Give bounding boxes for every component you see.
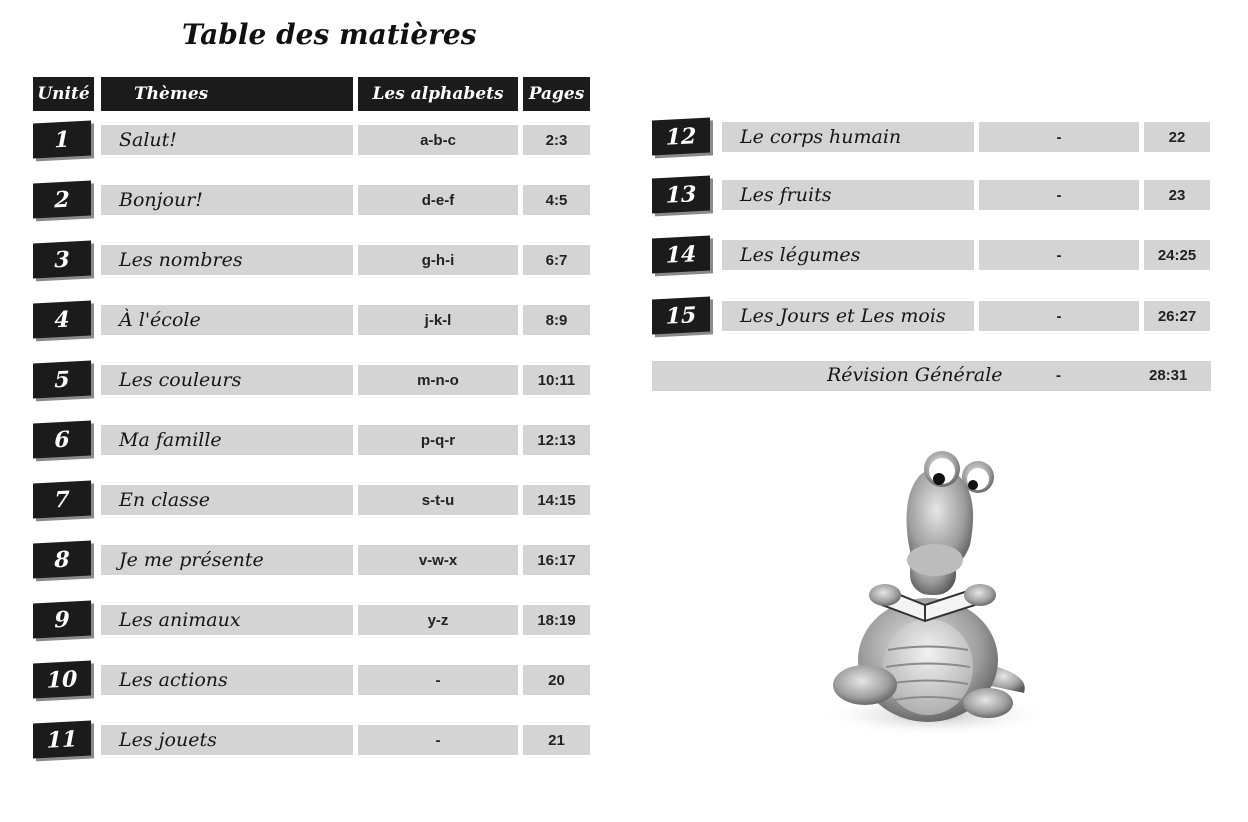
theme-cell: Le corps humain xyxy=(722,122,974,152)
theme-cell: Les Jours et Les mois xyxy=(722,301,974,331)
toc-row xyxy=(33,542,593,578)
theme-cell: Bonjour! xyxy=(101,185,353,215)
pages-cell: 26:27 xyxy=(1144,301,1210,331)
crocodile-mascot-icon xyxy=(810,445,1060,745)
header-unit: Unité xyxy=(33,77,94,111)
alphabet-cell: - xyxy=(358,665,518,695)
toc-row xyxy=(33,362,593,398)
header-alphabets: Les alphabets xyxy=(358,77,518,111)
alphabet-cell: a-b-c xyxy=(358,125,518,155)
toc-row xyxy=(33,242,593,278)
pages-cell: 16:17 xyxy=(523,545,590,575)
revision-row xyxy=(652,361,1211,391)
pages-cell: 8:9 xyxy=(523,305,590,335)
page-title: Table des matières xyxy=(182,18,477,51)
toc-row xyxy=(652,237,1212,273)
header-pages: Pages xyxy=(523,77,590,111)
unit-number: 3 xyxy=(33,240,91,278)
theme-cell: Les couleurs xyxy=(101,365,353,395)
toc-row xyxy=(33,662,593,698)
theme-cell: Les nombres xyxy=(101,245,353,275)
alphabet-cell: - xyxy=(979,122,1139,152)
revision-pages: 28:31 xyxy=(1149,367,1188,384)
pages-cell: 4:5 xyxy=(523,185,590,215)
unit-number: 15 xyxy=(652,296,710,334)
theme-cell: Je me présente xyxy=(101,545,353,575)
theme-cell: En classe xyxy=(101,485,353,515)
theme-cell: Les animaux xyxy=(101,605,353,635)
unit-number: 7 xyxy=(33,480,91,518)
toc-row xyxy=(33,122,593,158)
theme-cell: Les actions xyxy=(101,665,353,695)
pages-cell: 21 xyxy=(523,725,590,755)
toc-row xyxy=(652,177,1212,213)
header-themes: Thèmes xyxy=(101,77,353,111)
theme-cell: Ma famille xyxy=(101,425,353,455)
alphabet-cell: - xyxy=(979,240,1139,270)
pages-cell: 2:3 xyxy=(523,125,590,155)
alphabet-cell: - xyxy=(979,180,1139,210)
pages-cell: 6:7 xyxy=(523,245,590,275)
pages-cell: 14:15 xyxy=(523,485,590,515)
alphabet-cell: m-n-o xyxy=(358,365,518,395)
alphabet-cell: s-t-u xyxy=(358,485,518,515)
pages-cell: 22 xyxy=(1144,122,1210,152)
alphabet-cell: y-z xyxy=(358,605,518,635)
pages-cell: 10:11 xyxy=(523,365,590,395)
unit-number: 13 xyxy=(652,175,710,213)
pages-cell: 18:19 xyxy=(523,605,590,635)
alphabet-cell: p-q-r xyxy=(358,425,518,455)
unit-number: 8 xyxy=(33,540,91,578)
alphabet-cell: j-k-l xyxy=(358,305,518,335)
theme-cell: Les fruits xyxy=(722,180,974,210)
unit-number: 10 xyxy=(33,660,91,698)
toc-row xyxy=(33,182,593,218)
pages-cell: 23 xyxy=(1144,180,1210,210)
alphabet-cell: - xyxy=(358,725,518,755)
pages-cell: 24:25 xyxy=(1144,240,1210,270)
theme-cell: Les jouets xyxy=(101,725,353,755)
alphabet-cell: g-h-i xyxy=(358,245,518,275)
unit-number: 5 xyxy=(33,360,91,398)
unit-number: 4 xyxy=(33,300,91,338)
toc-row xyxy=(33,602,593,638)
revision-label: Révision Générale xyxy=(827,364,1003,386)
toc-row xyxy=(652,298,1212,334)
unit-number: 12 xyxy=(652,117,710,155)
alphabet-cell: - xyxy=(979,301,1139,331)
unit-number: 1 xyxy=(33,120,91,158)
alphabet-cell: d-e-f xyxy=(358,185,518,215)
theme-cell: Salut! xyxy=(101,125,353,155)
theme-cell: À l'école xyxy=(101,305,353,335)
pages-cell: 12:13 xyxy=(523,425,590,455)
pages-cell: 20 xyxy=(523,665,590,695)
unit-number: 9 xyxy=(33,600,91,638)
alphabet-cell: v-w-x xyxy=(358,545,518,575)
revision-alphabet: - xyxy=(1056,367,1061,384)
unit-number: 2 xyxy=(33,180,91,218)
unit-number: 11 xyxy=(33,720,91,758)
toc-row xyxy=(33,482,593,518)
toc-row xyxy=(33,302,593,338)
toc-row xyxy=(33,422,593,458)
unit-number: 14 xyxy=(652,235,710,273)
unit-number: 6 xyxy=(33,420,91,458)
toc-row xyxy=(652,119,1212,155)
toc-row xyxy=(33,722,593,758)
theme-cell: Les légumes xyxy=(722,240,974,270)
